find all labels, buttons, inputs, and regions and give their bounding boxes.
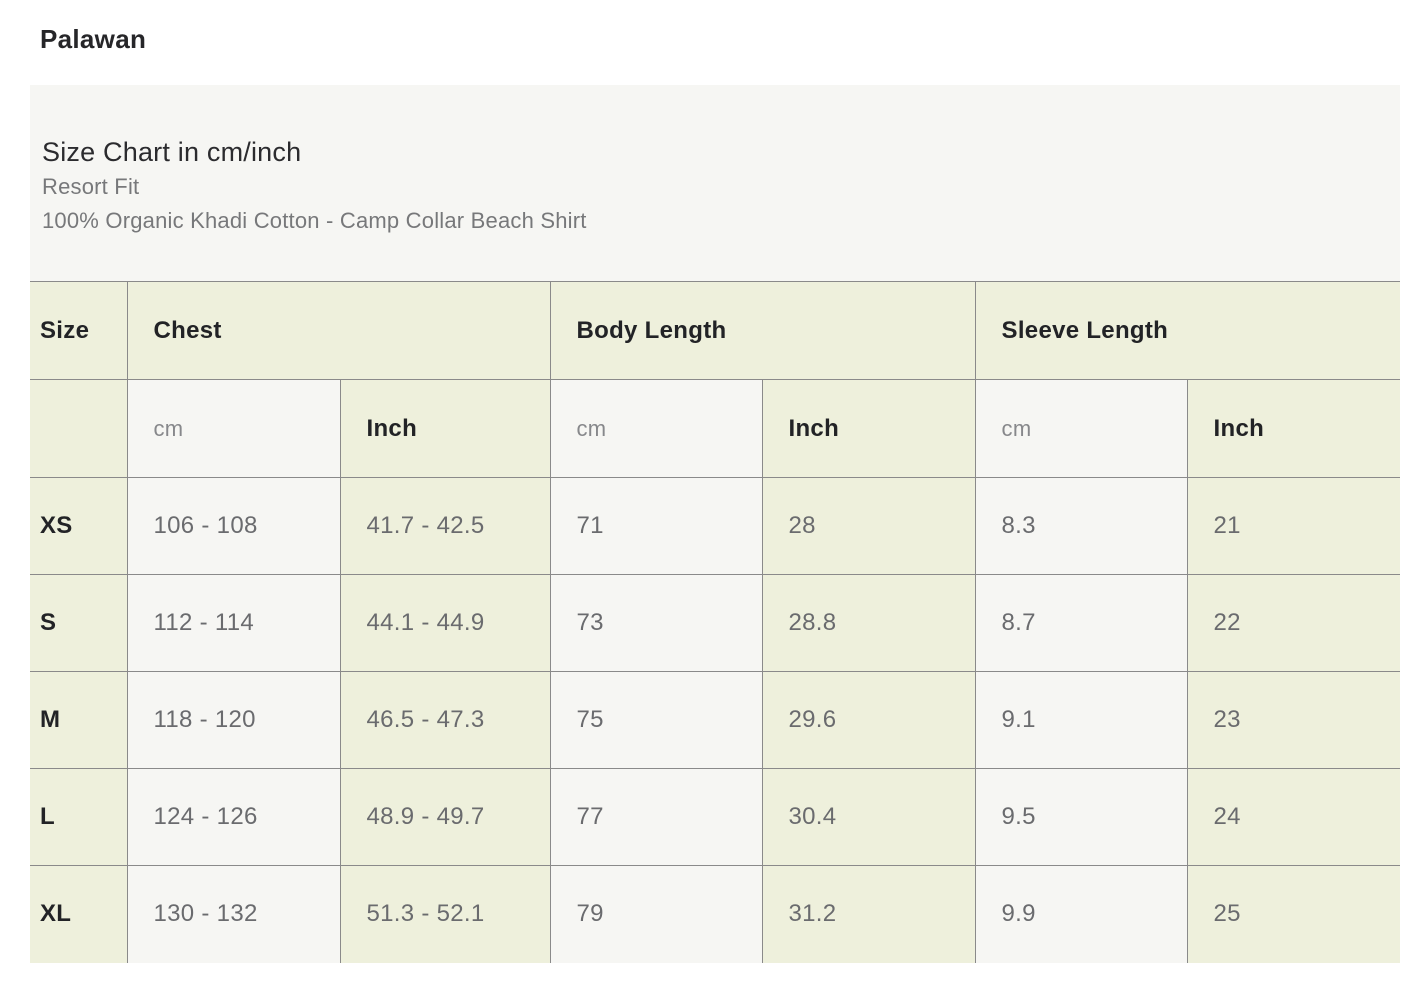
body-length-inch-value: 30.4: [762, 769, 975, 866]
body-length-inch-value: 29.6: [762, 672, 975, 769]
sleeve-length-inch-value: 21: [1187, 478, 1400, 575]
chest-cm-value: 118 - 120: [127, 672, 340, 769]
unit-header-chest-inch: Inch: [340, 380, 550, 478]
table-unit-header-row: [30, 380, 1400, 478]
chest-cm-value: 124 - 126: [127, 769, 340, 866]
body-length-cm-value: 79: [550, 866, 762, 963]
chest-inch-value: 41.7 - 42.5: [340, 478, 550, 575]
body-length-cm-value: 75: [550, 672, 762, 769]
chest-cm-value: 106 - 108: [127, 478, 340, 575]
body-length-cm-value: 71: [550, 478, 762, 575]
unit-header-sleeve-cm: cm: [975, 380, 1187, 478]
size-label: XL: [30, 866, 127, 963]
chest-inch-value: 46.5 - 47.3: [340, 672, 550, 769]
sleeve-length-cm-value: 9.5: [975, 769, 1187, 866]
unit-header-spacer: [30, 380, 127, 478]
chest-inch-value: 48.9 - 49.7: [340, 769, 550, 866]
unit-header-sleeve-inch: Inch: [1187, 380, 1400, 478]
body-length-cm-value: 73: [550, 575, 762, 672]
sleeve-length-cm-value: 8.3: [975, 478, 1187, 575]
size-label: L: [30, 769, 127, 866]
unit-header-chest-cm: cm: [127, 380, 340, 478]
chest-inch-value: 51.3 - 52.1: [340, 866, 550, 963]
sleeve-length-cm-value: 8.7: [975, 575, 1187, 672]
table-row-xs: [30, 478, 1400, 575]
sleeve-length-cm-value: 9.9: [975, 866, 1187, 963]
body-length-inch-value: 31.2: [762, 866, 975, 963]
table-row-xl: [30, 866, 1400, 963]
material-label: 100% Organic Khadi Cotton - Camp Collar Beach Shirt: [42, 208, 587, 233]
chest-inch-value: 44.1 - 44.9: [340, 575, 550, 672]
fit-label: Resort Fit: [42, 174, 140, 199]
sleeve-length-cm-value: 9.1: [975, 672, 1187, 769]
column-header-body-length: Body Length: [550, 282, 975, 380]
sleeve-length-inch-value: 24: [1187, 769, 1400, 866]
sleeve-length-inch-value: 22: [1187, 575, 1400, 672]
table-row-s: [30, 575, 1400, 672]
column-header-size: Size: [30, 282, 127, 380]
table-row-m: [30, 672, 1400, 769]
body-length-inch-value: 28.8: [762, 575, 975, 672]
body-length-cm-value: 77: [550, 769, 762, 866]
size-label: M: [30, 672, 127, 769]
size-chart-table: [30, 281, 1400, 963]
chest-cm-value: 112 - 114: [127, 575, 340, 672]
size-label: XS: [30, 478, 127, 575]
chest-cm-value: 130 - 132: [127, 866, 340, 963]
page-title: Palawan: [40, 24, 147, 54]
body-length-inch-value: 28: [762, 478, 975, 575]
size-chart-heading: Size Chart in cm/inch: [42, 137, 302, 167]
table-row-l: [30, 769, 1400, 866]
size-chart-panel: [30, 85, 1400, 963]
column-header-sleeve-length: Sleeve Length: [975, 282, 1400, 380]
sleeve-length-inch-value: 23: [1187, 672, 1400, 769]
unit-header-body-inch: Inch: [762, 380, 975, 478]
size-chart-info-box: [30, 85, 1400, 281]
size-label: S: [30, 575, 127, 672]
table-group-header-row: [30, 282, 1400, 380]
column-header-chest: Chest: [127, 282, 550, 380]
sleeve-length-inch-value: 25: [1187, 866, 1400, 963]
unit-header-body-cm: cm: [550, 380, 762, 478]
